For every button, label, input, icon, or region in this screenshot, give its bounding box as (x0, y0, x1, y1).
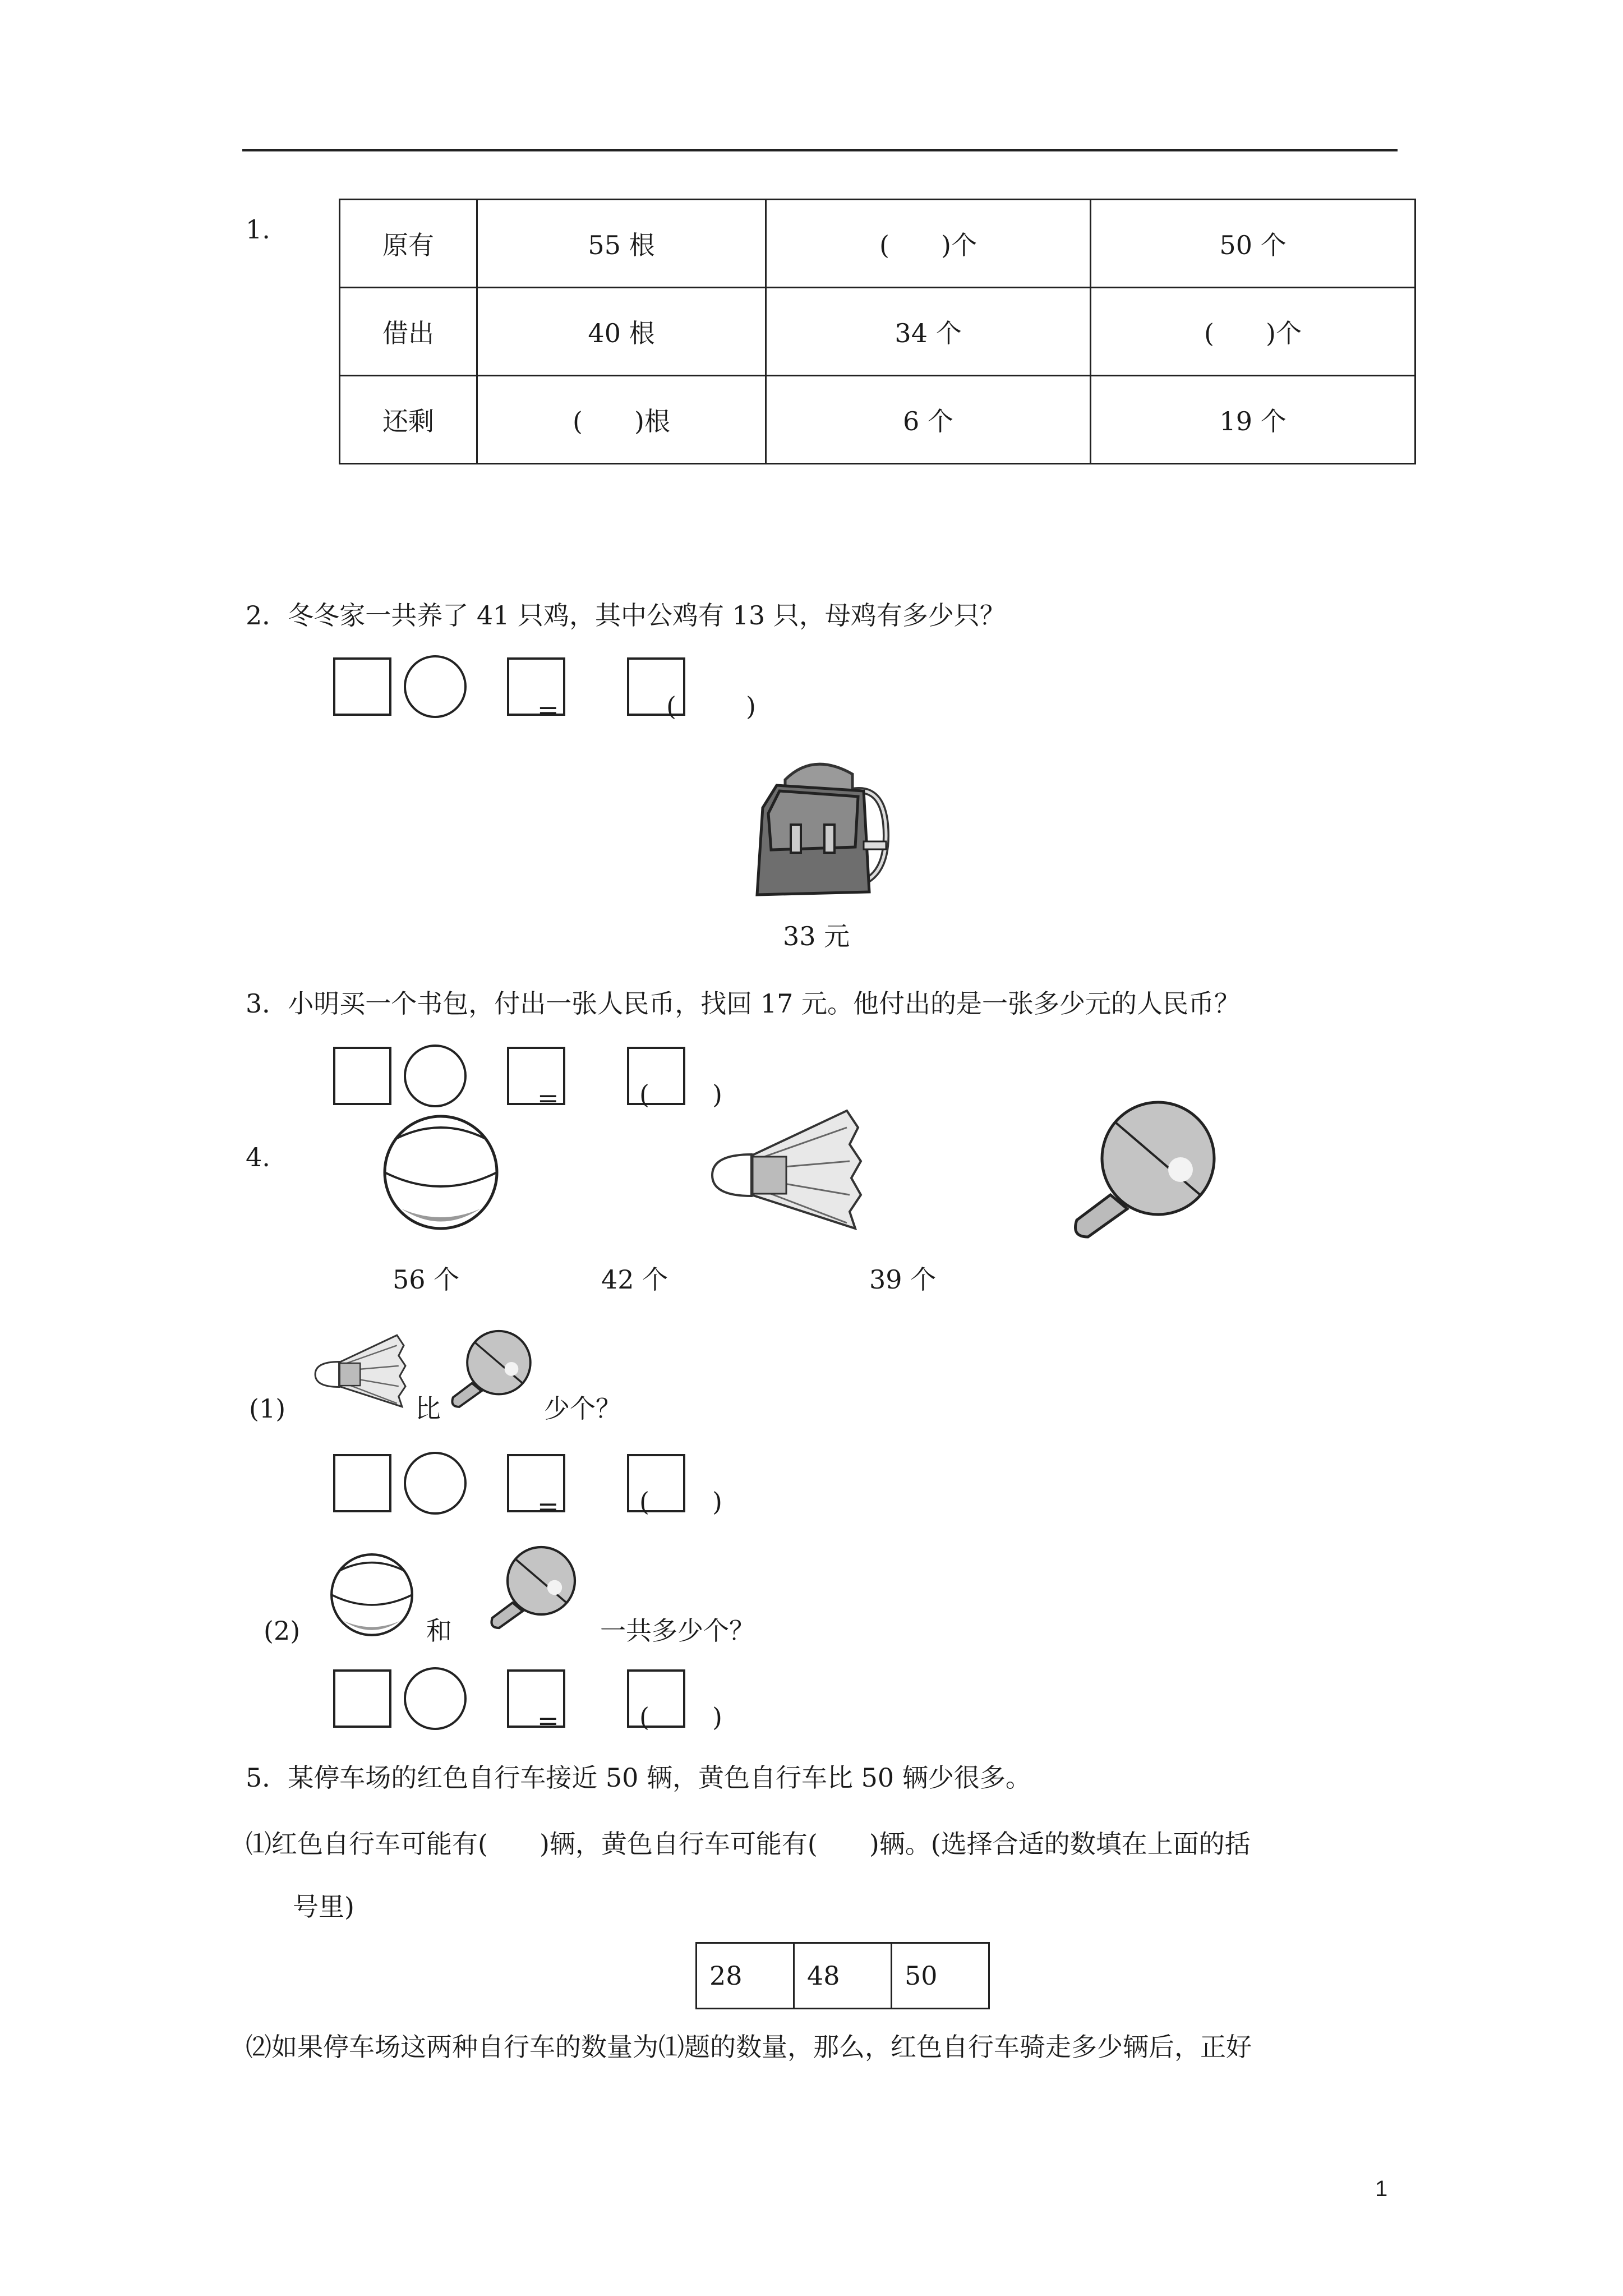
paddle-icon (446, 1329, 542, 1415)
q1-table (339, 199, 1416, 464)
paddle-icon (1066, 1099, 1234, 1251)
header-rule (242, 149, 1398, 151)
q4-sub2-tail: 一共多少个？ (600, 1616, 755, 1646)
table-row (697, 1943, 989, 2009)
row-label: 还剩 (340, 376, 477, 464)
paddle-count: 39 个 (869, 1264, 937, 1295)
q1-number: 1. (246, 214, 270, 245)
q5-sub1-line1: ⑴红色自行车可能有( )辆，黄色自行车可能有( )辆。(选择合适的数填在上面的括 (246, 1829, 1251, 1859)
number-options-table (695, 1942, 990, 2009)
q4-sub2-word: 和 (426, 1616, 452, 1646)
close-paren: ) (712, 1702, 722, 1732)
open-paren: ( (666, 691, 676, 721)
q4-sub1-label: (1) (249, 1393, 286, 1424)
open-paren: ( (639, 1702, 649, 1732)
open-paren: ( (639, 1079, 649, 1110)
table-row (340, 200, 1415, 288)
q4-sub2-label: (2) (264, 1616, 301, 1646)
table-cell: ( )根 (477, 376, 766, 464)
q3-text: 3．小明买一个书包，付出一张人民币，找回 17 元。他付出的是一张多少元的人民币？ (246, 988, 1241, 1019)
equals-sign: = (537, 1083, 559, 1113)
row-label: 借出 (340, 288, 477, 376)
q5-text: 5．某停车场的红色自行车接近 50 辆，黄色自行车比 50 辆少很多。 (246, 1763, 1031, 1793)
row-label: 原有 (340, 200, 477, 288)
table-cell: 6 个 (766, 376, 1091, 464)
backpack-price: 33 元 (783, 921, 850, 951)
ball-count: 56 个 (393, 1264, 460, 1295)
answer-box[interactable] (627, 1047, 685, 1110)
q4-number: 4. (246, 1142, 270, 1172)
q4-sub1-word: 比 (415, 1393, 441, 1424)
table-row (340, 288, 1415, 376)
open-paren: ( (639, 1487, 649, 1517)
operator-circle[interactable] (404, 1452, 467, 1515)
equals-sign: = (537, 1491, 559, 1521)
option-cell: 48 (794, 1943, 892, 2009)
answer-box[interactable] (333, 1047, 391, 1105)
option-cell: 50 (892, 1943, 989, 2009)
close-paren: ) (746, 691, 756, 721)
table-row (340, 376, 1415, 464)
paddle-icon (486, 1545, 587, 1637)
operator-circle[interactable] (404, 655, 467, 718)
table-cell: 19 个 (1091, 376, 1415, 464)
option-cell: 28 (697, 1943, 794, 2009)
table-cell: ( )个 (766, 200, 1091, 288)
backpack-icon (746, 757, 903, 903)
table-cell: 55 根 (477, 200, 766, 288)
equals-sign: = (537, 694, 559, 725)
q5-sub2-line1: ⑵如果停车场这两种自行车的数量为⑴题的数量，那么，红色自行车骑走多少辆后，正好 (246, 2032, 1252, 2062)
ball-icon (328, 1550, 416, 1639)
answer-box[interactable] (333, 1669, 391, 1728)
answer-box[interactable] (627, 1669, 685, 1732)
table-cell: 34 个 (766, 288, 1091, 376)
answer-box[interactable] (627, 657, 685, 716)
operator-circle[interactable] (404, 1667, 467, 1730)
answer-box[interactable] (333, 1454, 391, 1512)
answer-box[interactable] (333, 657, 391, 716)
ball-icon (379, 1111, 502, 1234)
q5-sub1-line2: 号里) (293, 1892, 354, 1922)
table-cell: 50 个 (1091, 200, 1415, 288)
equals-sign: = (537, 1705, 559, 1736)
close-paren: ) (712, 1079, 722, 1110)
shuttlecock-count: 42 个 (601, 1264, 668, 1295)
operator-circle[interactable] (404, 1045, 467, 1107)
shuttlecock-icon (312, 1331, 407, 1415)
close-paren: ) (712, 1487, 722, 1517)
q2-text: 2．冬冬家一共养了 41 只鸡，其中公鸡有 13 只，母鸡有多少只？ (246, 600, 1006, 631)
shuttlecock-icon (707, 1105, 864, 1240)
answer-box[interactable] (627, 1454, 685, 1512)
table-cell: ( )个 (1091, 288, 1415, 376)
table-cell: 40 根 (477, 288, 766, 376)
q4-sub1-tail: 少个？ (544, 1393, 621, 1424)
page-number: 1 (1375, 2177, 1388, 2201)
